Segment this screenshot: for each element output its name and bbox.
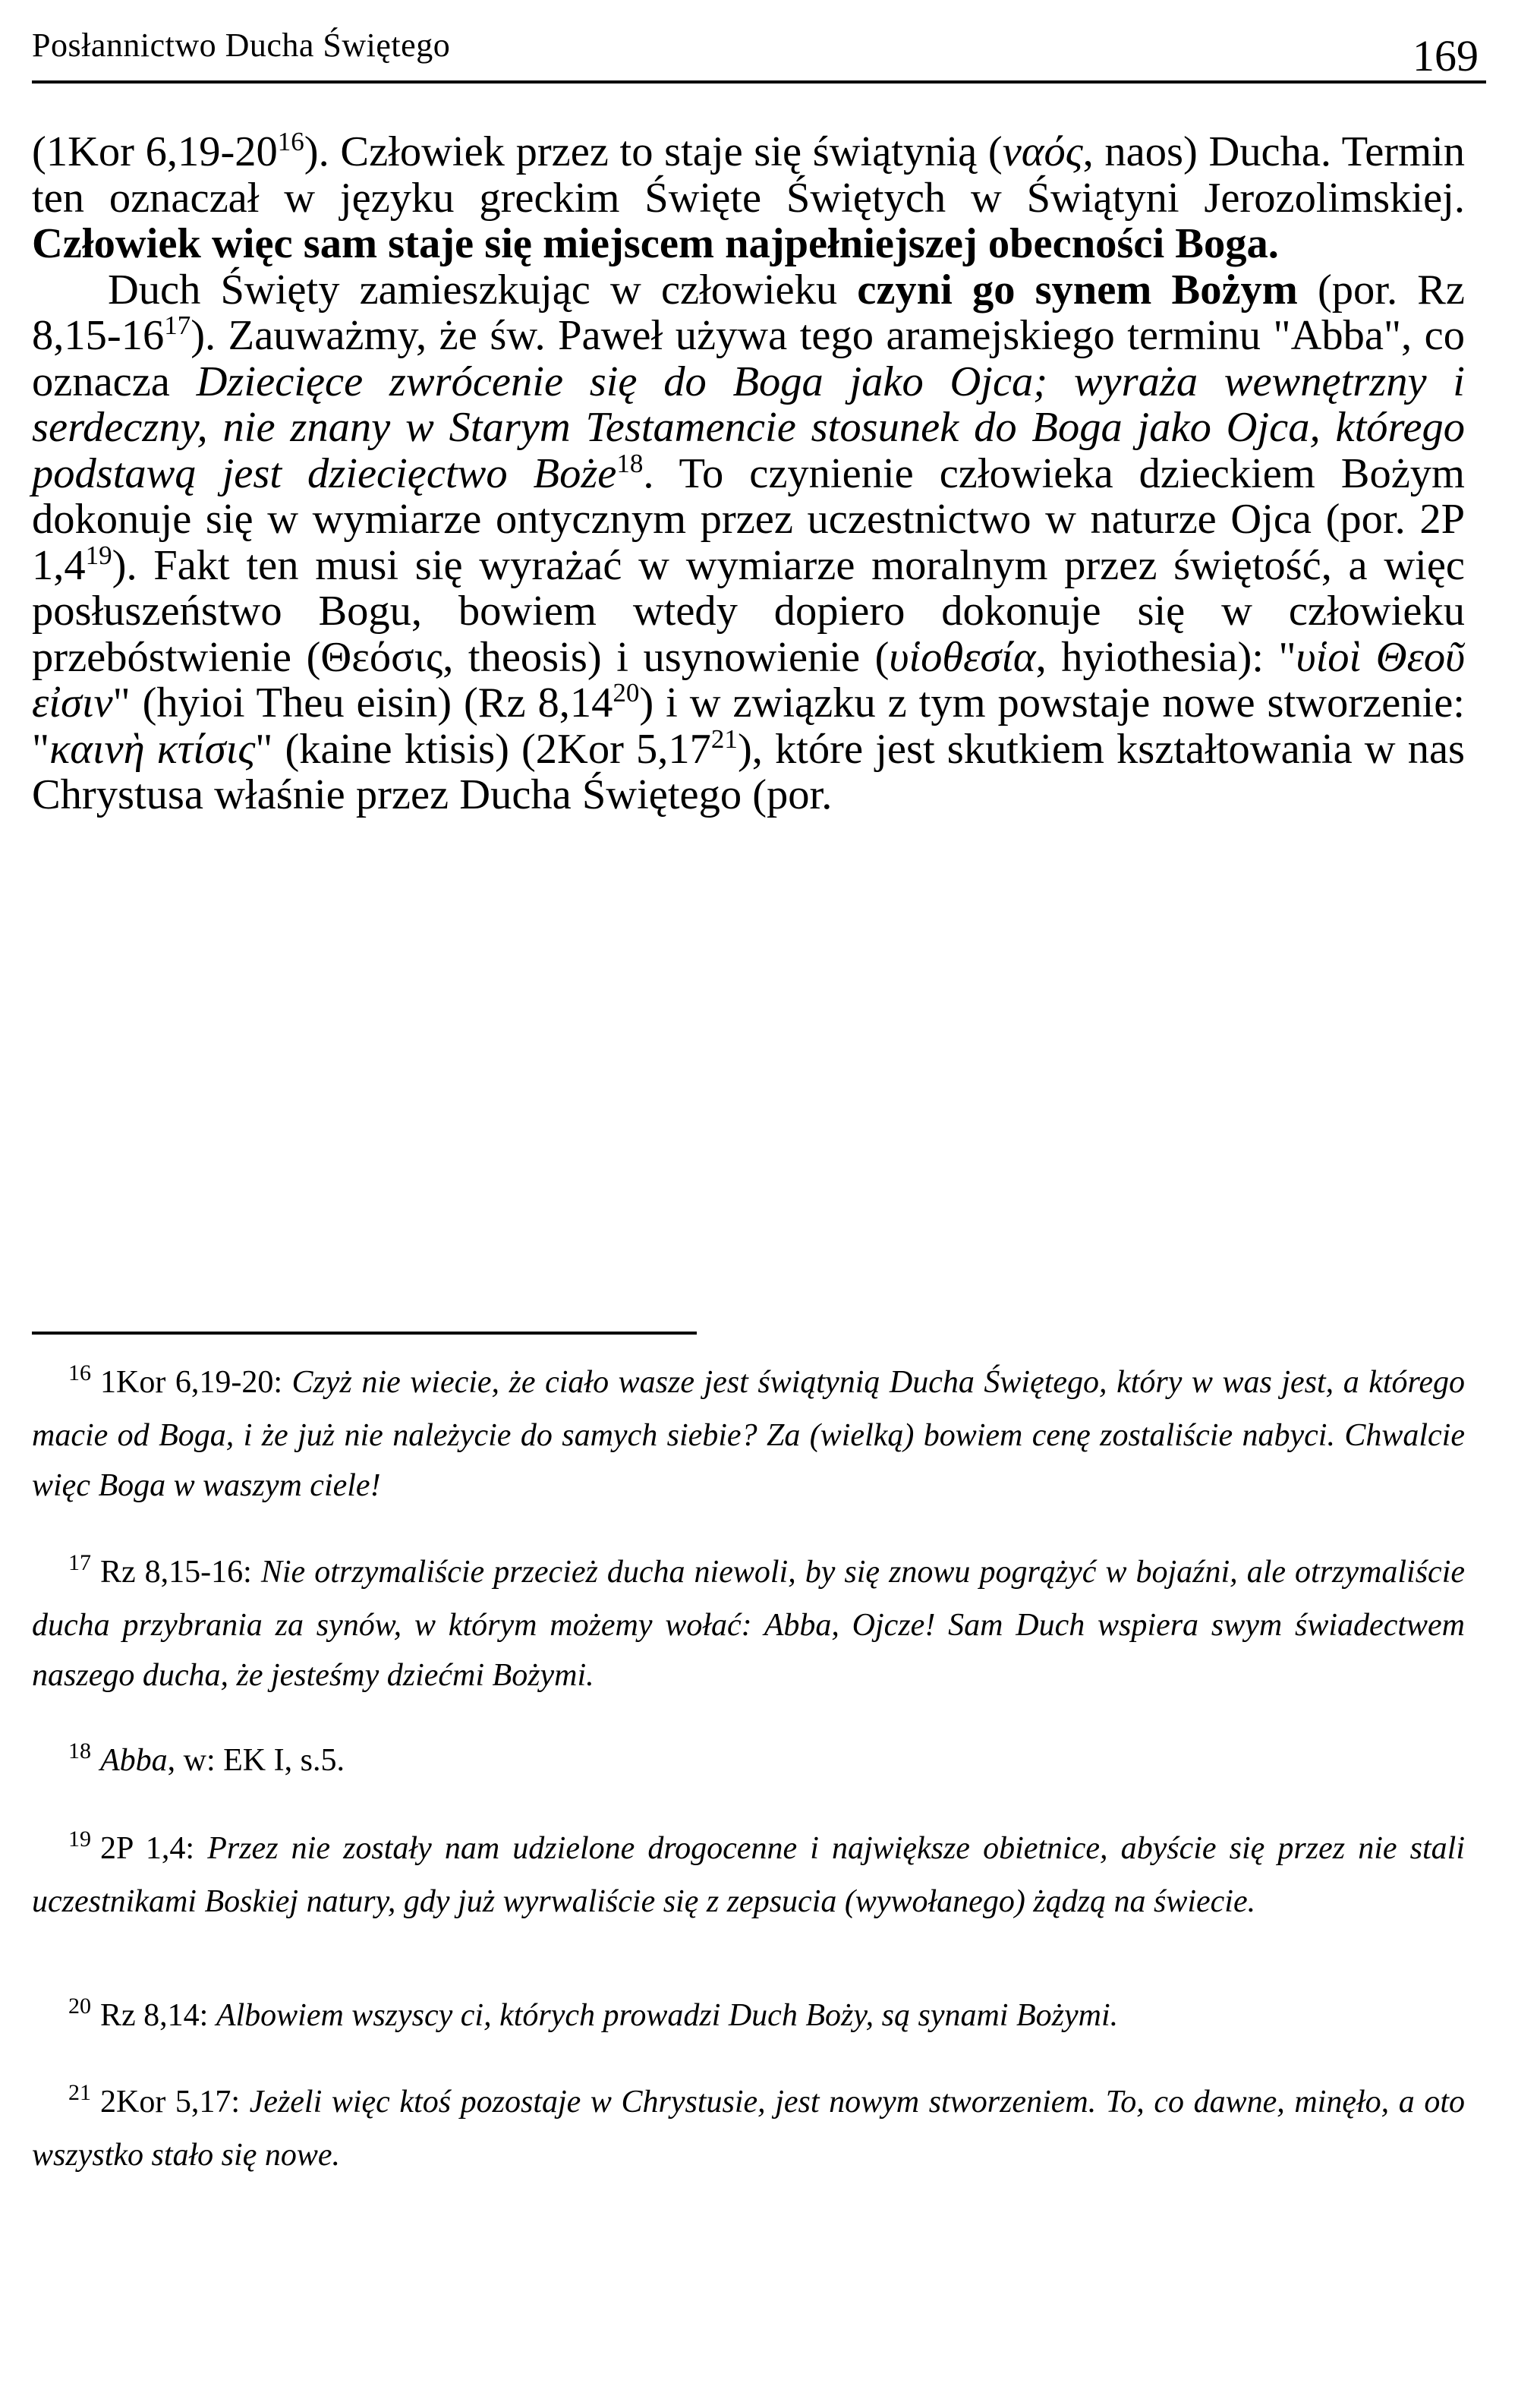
footnote-ref-19: 19 [85, 540, 112, 570]
text-run: , naos) Ducha. Termin ten oznaczał w języku greckim Święte Świętych w Świątyni Jerozolimskiej. [32, 128, 1466, 222]
footnote-19 [32, 1823, 1465, 1927]
footnote-number: 16 [68, 1360, 91, 1385]
greek-term: ναός [1002, 128, 1083, 175]
footnote-16 [32, 1357, 1465, 1511]
footnote-number: 20 [68, 1994, 91, 2019]
footnotes [32, 1357, 1465, 2180]
greek-term: υἱοὶ Θεοῦ εἰσιν [32, 633, 1466, 726]
footnote-reference-title: Abba [100, 1743, 168, 1778]
greek-term: καινὴ κτίσις [49, 725, 256, 773]
footnote-number: 19 [68, 1826, 91, 1852]
page-header [32, 18, 1486, 84]
main-text [32, 129, 1465, 818]
italic-text: Dziecięce zwrócenie się do Boga jako Ojca; wyraża wewnętrzny i serdeczny, nie znany w Starym Testamencie stosunek do Boga jako Ojca, którego podstawą jest dziecięctwo Boże [32, 358, 1465, 497]
text-run: ). Zauważmy, że św. Paweł używa tego aramejskiego terminu "Abba", co oznacza [32, 312, 1465, 405]
footnote-quote: Przez nie zostały nam udzielone drogocenne i największe obietnice, abyście się przez nie stali uczestnikami Boskiej natury, gdy już wyrwaliście się z zepsucia (wywołanego) żądzą na świecie. [32, 1831, 1465, 1919]
text-run: ). Człowiek przez to staje się świątynią ( [304, 128, 1003, 175]
footnote-number: 17 [68, 1550, 91, 1575]
footnote-number: 21 [68, 2080, 91, 2105]
footnote-reference: , w: EK I, s.5. [167, 1743, 345, 1778]
text-run: , hyiothesia): " [1035, 633, 1296, 681]
footnote-21 [32, 2077, 1465, 2180]
greek-term: Θεόσις [320, 633, 443, 681]
footnote-ref-21: 21 [710, 723, 738, 754]
text-run: Duch Święty zamieszkując w człowieku [108, 266, 858, 314]
footnote-separator [32, 1332, 697, 1335]
footnote-reference: 1Kor 6,19-20: [100, 1365, 292, 1400]
footnote-reference: 2P 1,4: [100, 1831, 208, 1866]
header-rule [32, 80, 1486, 84]
footnote-quote: Czyż nie wiecie, że ciało wasze jest świątynią Ducha Świętego, który w was jest, a którego macie od Boga, i że już nie należycie do samych siebie? Za (wielką) bowiem cenę zostaliście nabyci. Chwalcie więc Boga w waszym ciele! [32, 1365, 1465, 1503]
text-run: " (kaine ktisis) (2Kor 5,17 [255, 725, 711, 773]
bold-text: Człowiek więc sam staje się miejscem najpełniejszej obecności Boga. [32, 220, 1279, 267]
running-title: Posłannictwo Ducha Świętego [32, 27, 451, 64]
text-run: . To czynienie człowieka dzieckiem Bożym dokonuje się w wymiarze ontycznym przez uczestnictwo w naturze Ojca (por. 2P 1,4 [32, 449, 1465, 589]
text-run: ). Fakt ten musi się wyrażać w wymiarze moralnym przez świętość, a więc posłuszeństwo Bogu, bowiem wtedy dopiero dokonuje się w człowieku przebóstwienie ( [32, 541, 1465, 681]
text-run: (1Kor 6,19-20 [32, 128, 278, 175]
footnote-quote: Nie otrzymaliście przecież ducha niewoli, by się znowu pogrążyć w bojaźni, ale otrzymaliście ducha przybrania za synów, w którym możemy wołać: Abba, Ojcze! Sam Duch wspiera swym świadectwem naszego ducha, że jesteśmy dziećmi Bożymi. [32, 1555, 1466, 1693]
text-run: (por. Rz 8,15-16 [32, 266, 1466, 359]
footnote-ref-20: 20 [613, 678, 640, 708]
footnote-ref-16: 16 [277, 127, 304, 157]
page-number: 169 [1412, 31, 1479, 80]
text-run: " (hyioi Theu eisin) (Rz 8,14 [112, 679, 613, 726]
text-run: ) i w związku z tym powstaje nowe stworzenie: " [32, 679, 1465, 773]
footnote-ref-17: 17 [164, 310, 191, 341]
footnote-18 [32, 1735, 1465, 1789]
footnote-quote: Albowiem wszyscy ci, których prowadzi Duch Boży, są synami Bożymi. [216, 1998, 1119, 2033]
footnote-quote: Jeżeli więc ktoś pozostaje w Chrystusie, jest nowym stworzeniem. To, co dawne, minęło, a oto wszystko stało się nowe. [32, 2085, 1465, 2173]
paragraph-2 [32, 267, 1465, 818]
footnote-20 [32, 1990, 1465, 2044]
footnote-reference: 2Kor 5,17: [100, 2085, 250, 2120]
text-run: , theosis) i usynowienie ( [442, 633, 890, 681]
paragraph-1 [32, 129, 1465, 267]
footnote-17 [32, 1547, 1465, 1700]
footnote-reference: Rz 8,15-16: [100, 1555, 261, 1590]
greek-term: υἱοθεσία [889, 633, 1036, 681]
text-run: ), które jest skutkiem kształtowania w nas Chrystusa właśnie przez Ducha Świętego (por. [32, 725, 1466, 818]
footnote-reference: Rz 8,14: [100, 1998, 216, 2033]
bold-text: czyni go synem Bożym [857, 266, 1298, 314]
footnote-ref-18: 18 [616, 448, 644, 478]
footnote-number: 18 [68, 1738, 91, 1763]
